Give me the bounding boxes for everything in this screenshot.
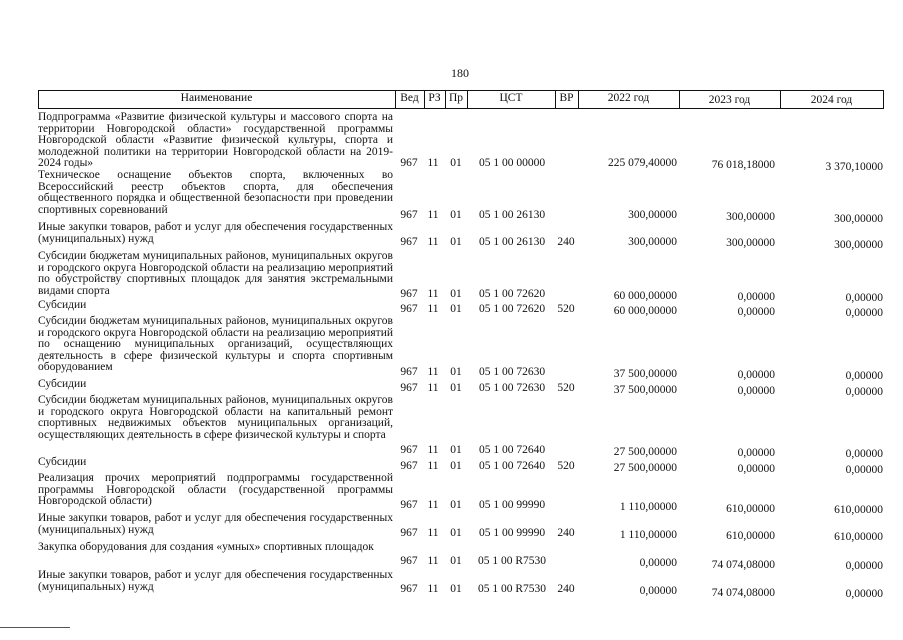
cell-pr: 01 [450, 499, 462, 511]
cell-rz: 11 [427, 157, 439, 169]
cell-rz: 11 [427, 460, 439, 472]
cell-vr: 520 [557, 460, 575, 472]
cell-2023: 0,00000 [737, 291, 775, 303]
header-2023: 2023 год [708, 94, 751, 106]
row-name: Иные закупки товаров, работ и услуг для обеспечения государственных (муниципальных) нужд [38, 569, 393, 593]
cell-cst: 05 1 00 72640 [478, 460, 546, 472]
cell-2023: 76 018,18000 [711, 159, 775, 171]
cell-2024: 3 370,10000 [825, 161, 883, 173]
row-name: Закупка оборудования для создания «умных» спортивных площадок [38, 541, 374, 553]
cell-rz: 11 [427, 303, 439, 315]
cell-cst: 05 1 00 26130 [478, 209, 546, 221]
cell-cst: 05 1 00 99990 [478, 499, 546, 511]
cell-2024: 0,00000 [845, 292, 883, 304]
cell-2022: 300,00000 [628, 209, 677, 221]
cell-2022: 0,00000 [639, 585, 677, 597]
row-name: Техническое оснащение объектов спорта, включенных во Всероссийский реестр объектов спорта, для обеспечения общественного порядка и общественной безопасности при проведении спортивных соревнований [38, 169, 393, 216]
cell-2022: 225 079,40000 [608, 157, 677, 169]
cell-2023: 0,00000 [737, 463, 775, 475]
cell-2024: 0,00000 [845, 464, 883, 476]
cell-2024: 610,00000 [834, 531, 883, 543]
cell-2023: 300,00000 [726, 237, 775, 249]
cell-2023: 300,00000 [726, 211, 775, 223]
cell-vr: 240 [557, 236, 575, 248]
cell-2024: 300,00000 [834, 213, 883, 225]
header-2022: 2022 год [607, 92, 650, 104]
cell-2024: 0,00000 [845, 588, 883, 600]
cell-pr: 01 [450, 444, 462, 456]
cell-rz: 11 [427, 366, 439, 378]
header-pr: Пр [448, 92, 464, 104]
cell-pr: 01 [450, 303, 462, 315]
row-name: Подпрограмма «Развитие физической культуры и массового спорта на территории Новгородской области» государственной программы Новгородской области «Развитие физической культуры, спорта и молодежной политики на территории Новгородской области на 2019-2024 годы» [38, 111, 393, 169]
cell-ved: 967 [400, 583, 418, 595]
row-name: Субсидии бюджетам муниципальных районов, муниципальных округов и городского округа Новгородской области на реализацию мероприятий по оснащению муниципальных организаций, осуществляющих деятельность в сфере физической культуры и спорта спортивным оборудованием [38, 315, 393, 373]
cell-cst: 05 1 00 72630 [478, 366, 546, 378]
cell-rz: 11 [427, 209, 439, 221]
cell-2023: 610,00000 [726, 503, 775, 515]
footer-divider [0, 627, 70, 628]
cell-pr: 01 [450, 527, 462, 539]
cell-pr: 01 [450, 209, 462, 221]
row-name: Субсидии бюджетам муниципальных районов, муниципальных округов и городского округа Новгородской области на реализацию мероприятий по обустройству спортивных площадок для занятия экстремальными видами спорта [38, 250, 393, 297]
cell-2024: 610,00000 [834, 504, 883, 516]
row-name: Субсидии [38, 378, 87, 390]
cell-pr: 01 [450, 583, 462, 595]
cell-2023: 610,00000 [726, 530, 775, 542]
cell-2024: 0,00000 [845, 370, 883, 382]
cell-pr: 01 [450, 555, 462, 567]
cell-cst: 05 1 00 72620 [478, 288, 546, 300]
cell-rz: 11 [427, 288, 439, 300]
row-name: Реализация прочих мероприятий подпрограммы государственной программы Новгородской области (государственной программы Новгородской области) [38, 472, 393, 507]
cell-cst: 05 1 00 72640 [478, 444, 546, 456]
cell-2023: 0,00000 [737, 306, 775, 318]
cell-2022: 1 110,00000 [619, 501, 677, 513]
cell-pr: 01 [450, 382, 462, 394]
cell-rz: 11 [427, 583, 439, 595]
cell-2022: 27 500,00000 [613, 446, 677, 458]
cell-cst: 05 1 00 26130 [478, 236, 546, 248]
cell-ved: 967 [400, 366, 418, 378]
cell-ved: 967 [400, 555, 418, 567]
cell-2024: 0,00000 [845, 448, 883, 460]
cell-rz: 11 [427, 444, 439, 456]
cell-2023: 74 074,08000 [711, 559, 775, 571]
cell-pr: 01 [450, 288, 462, 300]
cell-cst: 05 1 00 R7530 [477, 583, 547, 595]
row-name: Субсидии [38, 299, 87, 311]
cell-2022: 37 500,00000 [613, 368, 677, 380]
cell-cst: 05 1 00 72620 [478, 303, 546, 315]
cell-rz: 11 [427, 499, 439, 511]
cell-rz: 11 [427, 555, 439, 567]
row-name: Субсидии [38, 456, 87, 468]
cell-ved: 967 [400, 499, 418, 511]
cell-vr: 240 [557, 527, 575, 539]
cell-vr: 240 [557, 583, 575, 595]
row-name: Иные закупки товаров, работ и услуг для обеспечения государственных (муниципальных) нужд [38, 512, 393, 536]
cell-ved: 967 [400, 460, 418, 472]
page-number: 180 [451, 66, 469, 80]
cell-pr: 01 [450, 460, 462, 472]
cell-ved: 967 [400, 157, 418, 169]
cell-pr: 01 [450, 157, 462, 169]
cell-ved: 967 [400, 527, 418, 539]
cell-rz: 11 [427, 527, 439, 539]
header-name: Наименование [180, 92, 253, 104]
cell-vr: 520 [557, 303, 575, 315]
cell-2022: 0,00000 [639, 557, 677, 569]
cell-cst: 05 1 00 00000 [478, 157, 546, 169]
cell-cst: 05 1 00 R7530 [477, 555, 547, 567]
cell-vr: 520 [557, 382, 575, 394]
cell-2022: 27 500,00000 [613, 462, 677, 474]
header-rz: РЗ [428, 92, 441, 104]
cell-2022: 1 110,00000 [619, 529, 677, 541]
cell-2022: 60 000,00000 [613, 305, 677, 317]
cell-2022: 60 000,00000 [613, 290, 677, 302]
cell-ved: 967 [400, 303, 418, 315]
cell-rz: 11 [427, 382, 439, 394]
cell-ved: 967 [400, 236, 418, 248]
cell-2023: 0,00000 [737, 369, 775, 381]
cell-ved: 967 [400, 382, 418, 394]
cell-2024: 0,00000 [845, 560, 883, 572]
header-ved: Вед [400, 92, 419, 104]
row-name: Иные закупки товаров, работ и услуг для обеспечения государственных (муниципальных) нужд [38, 221, 393, 245]
cell-cst: 05 1 00 99990 [478, 527, 546, 539]
cell-rz: 11 [427, 236, 439, 248]
cell-2022: 300,00000 [628, 236, 677, 248]
cell-2023: 0,00000 [737, 447, 775, 459]
cell-2022: 37 500,00000 [613, 384, 677, 396]
cell-pr: 01 [450, 236, 462, 248]
cell-2023: 0,00000 [737, 385, 775, 397]
cell-2024: 0,00000 [845, 386, 883, 398]
header-cst: ЦСТ [499, 92, 523, 104]
header-vr: ВР [559, 92, 574, 104]
cell-ved: 967 [400, 288, 418, 300]
cell-2024: 300,00000 [834, 239, 883, 251]
cell-ved: 967 [400, 444, 418, 456]
cell-ved: 967 [400, 209, 418, 221]
cell-2024: 0,00000 [845, 307, 883, 319]
cell-2023: 74 074,08000 [711, 587, 775, 599]
header-2024: 2024 год [810, 94, 853, 106]
cell-pr: 01 [450, 366, 462, 378]
row-name: Субсидии бюджетам муниципальных районов, муниципальных округов и городского округа Новгородской области на капитальный ремонт спортивных недвижимых объектов муниципальных организаций, осуществляющих деятельность в сфере физической культуры и спорта [38, 394, 393, 441]
cell-cst: 05 1 00 72630 [478, 382, 546, 394]
